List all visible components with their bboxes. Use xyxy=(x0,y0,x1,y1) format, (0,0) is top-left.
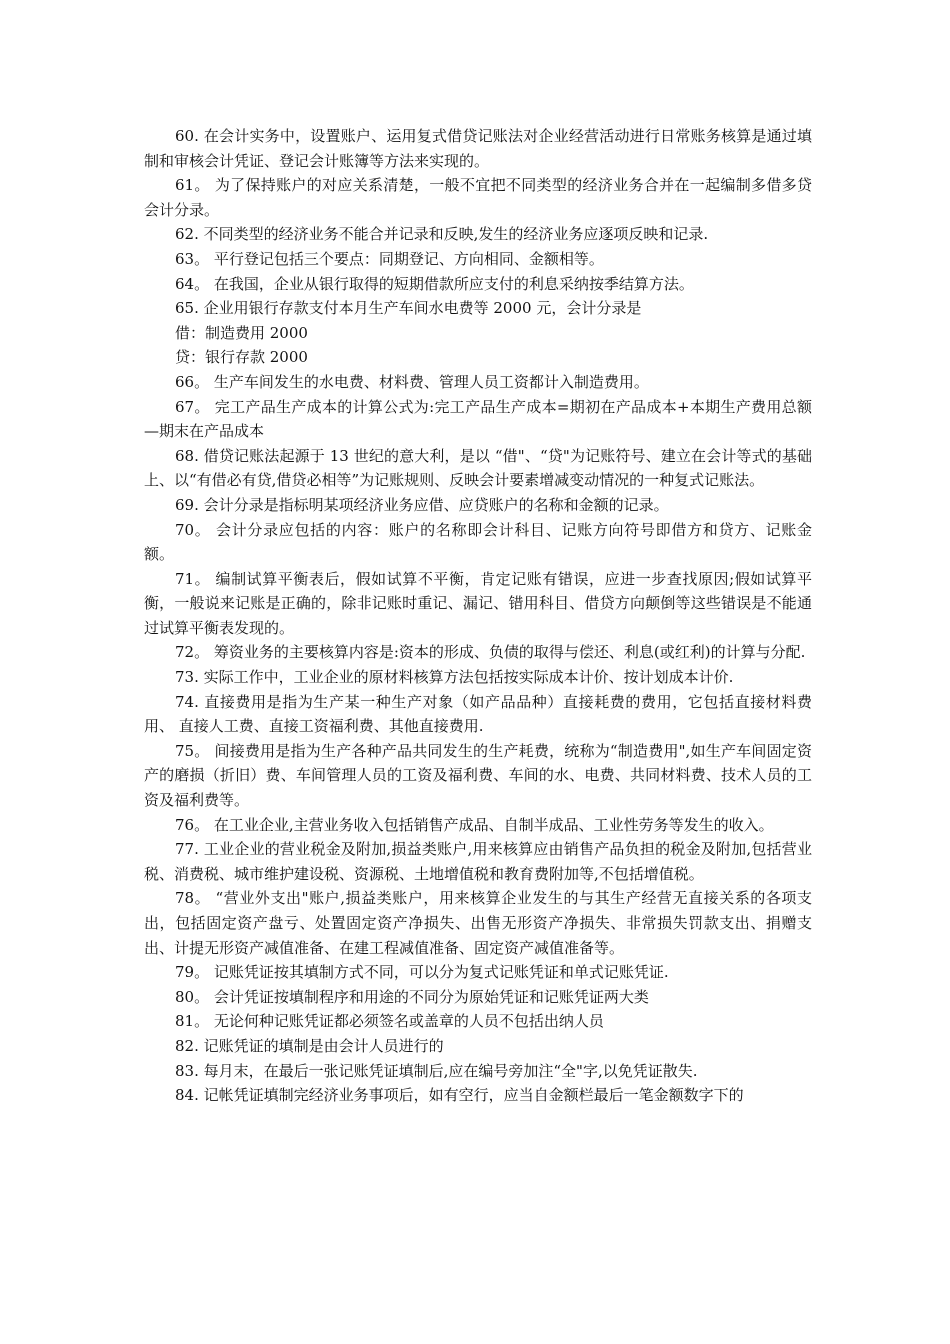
paragraph-63: 63。 平行登记包括三个要点：同期登记、方向相同、金额相等。 xyxy=(175,249,604,268)
paragraph-64: 64。 在我国，企业从银行取得的短期借款所应支付的利息采纳按季结算方法。 xyxy=(175,274,694,293)
paragraph-84: 84. 记帐凭证填制完经济业务事项后，如有空行，应当自金额栏最后一笔金额数字下的 xyxy=(175,1086,744,1105)
paragraph-62: 62. 不同类型的经济业务不能合并记录和反映,发生的经济业务应逐项反映和记录. xyxy=(175,225,709,244)
paragraph-66: 66。 生产车间发生的水电费、材料费、管理人员工资都计入制造费用。 xyxy=(175,372,649,391)
paragraph-65-credit: 贷：银行存款 2000 xyxy=(175,348,308,367)
paragraph-78: 78。 “营业外支出"账户,损益类账户，用来核算企业发生的与其生产经营无直接关系的各项支出，包括固定资产盘亏、处置固定资产净损失、出售无形资产净损失、非常损失罚款支出、捐赠支出、计提无形资产减值准备、在建工程减值准备、固定资产减值准备等。 xyxy=(144,889,812,957)
paragraph-68: 68. 借贷记账法起源于 13 世纪的意大利，是以 “借"、“贷"为记账符号、建立在会计等式的基础上、以“有借必有贷,借贷必相等”为记账规则、反映会计要素增减变动情况的一种复式记账法。 xyxy=(144,446,812,490)
paragraph-71: 71。 编制试算平衡表后，假如试算不平衡，肯定记账有错误，应进一步查找原因;假如试算平衡，一般说来记账是正确的，除非记账时重记、漏记、错用科目、借贷方向颠倒等这些错误是不能通过试算平衡表发现的。 xyxy=(144,569,812,637)
paragraph-74: 74. 直接费用是指为生产某一种生产对象（如产品品种）直接耗费的费用，它包括直接材料费用、 直接人工费、直接工资福利费、其他直接费用. xyxy=(144,692,812,736)
paragraph-65-debit: 借：制造费用 2000 xyxy=(175,323,308,342)
paragraph-83: 83. 每月末，在最后一张记账凭证填制后,应在编号旁加注“全"字,以免凭证散失. xyxy=(175,1061,698,1080)
paragraph-76: 76。 在工业企业,主营业务收入包括销售产成品、自制半成品、工业性劳务等发生的收入。 xyxy=(175,815,774,834)
paragraph-82: 82. 记账凭证的填制是由会计人员进行的 xyxy=(175,1036,444,1055)
paragraph-79: 79。 记账凭证按其填制方式不同，可以分为复式记账凭证和单式记账凭证. xyxy=(175,963,669,982)
document-body xyxy=(144,124,812,1108)
paragraph-61: 61。 为了保持账户的对应关系清楚，一般不宜把不同类型的经济业务合并在一起编制多借多贷会计分录。 xyxy=(144,176,812,219)
paragraph-72: 72。 筹资业务的主要核算内容是:资本的形成、负债的取得与偿还、利息(或红利)的计算与分配. xyxy=(175,643,806,662)
paragraph-73: 73. 实际工作中，工业企业的原材料核算方法包括按实际成本计价、按计划成本计价. xyxy=(175,668,734,687)
paragraph-65: 65. 企业用银行存款支付本月生产车间水电费等 2000 元，会计分录是 xyxy=(175,299,642,318)
paragraph-67: 67。 完工产品生产成本的计算公式为:完工产品生产成本=期初在产品成本+本期生产费用总额—期末在产品成本 xyxy=(144,397,812,441)
paragraph-69: 69. 会计分录是指标明某项经济业务应借、应贷账户的名称和金额的记录。 xyxy=(175,495,669,514)
paragraph-60: 60. 在会计实务中，设置账户、运用复式借贷记账法对企业经营活动进行日常账务核算是通过填制和审核会计凭证、登记会计账簿等方法来实现的。 xyxy=(144,127,812,170)
paragraph-77: 77. 工业企业的营业税金及附加,损益类账户,用来核算应由销售产品负担的税金及附加,包括营业税、消费税、城市维护建设税、资源税、土地增值税和教育费附加等,不包括增值税。 xyxy=(144,840,812,883)
paragraph-81: 81。 无论何种记账凭证都必须签名或盖章的人员不包括出纳人员 xyxy=(175,1012,604,1031)
paragraph-80: 80。 会计凭证按填制程序和用途的不同分为原始凭证和记账凭证两大类 xyxy=(175,987,649,1006)
paragraph-70: 70。 会计分录应包括的内容：账户的名称即会计科目、记账方向符号即借方和贷方、记账金额。 xyxy=(144,520,812,564)
paragraph-75: 75。 间接费用是指为生产各种产品共同发生的生产耗费，统称为“制造费用",如生产车间固定资产的磨损（折旧）费、车间管理人员的工资及福利费、车间的水、电费、共同材料费、技术人员的工资及福利费等。 xyxy=(144,741,812,810)
